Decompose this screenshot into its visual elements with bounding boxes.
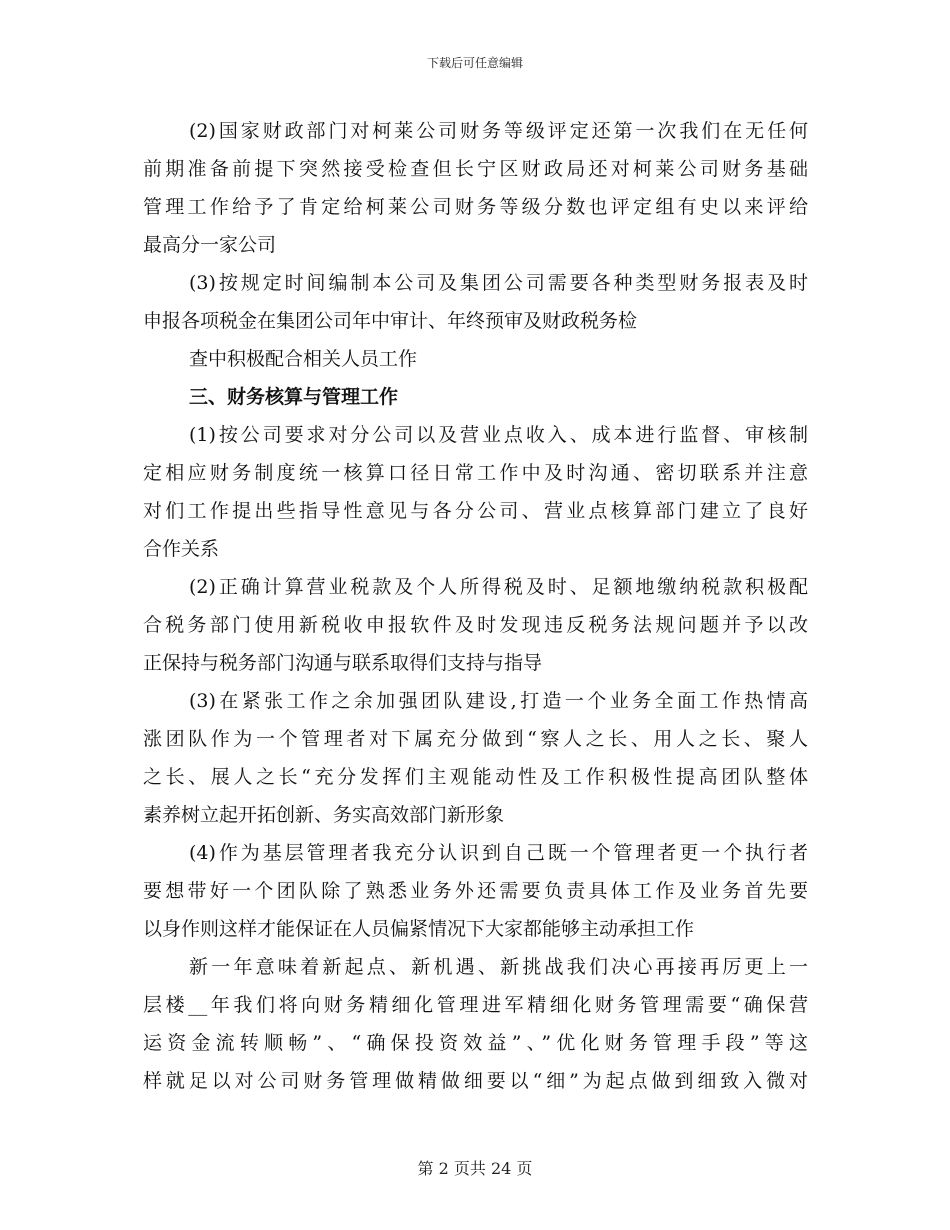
paragraph-line: (2)正确计算营业税款及个人所得税及时、足额地缴纳税款积极配 [189, 576, 808, 598]
paragraph-line: 运资金流转顺畅”、“确保投资效益”、”优化财务管理手段”等这 [143, 1032, 808, 1054]
paragraph-line: 要想带好一个团队除了熟悉业务外还需要负责具体工作及业务首先要 [143, 880, 808, 902]
document-body [143, 112, 808, 1100]
page-header: 下载后可任意编辑 [426, 56, 523, 70]
page-footer: 第 2 页共 24 页 [417, 1159, 533, 1178]
paragraph-line: (3)按规定时间编制本公司及集团公司需要各种类型财务报表及时 [189, 272, 808, 294]
paragraph-line: 申报各项税金在集团公司年中审计、年终预审及财政税务检 [143, 310, 638, 332]
paragraph-line: 最高分一家公司 [143, 234, 277, 256]
paragraph-line: (3)在紧张工作之余加强团队建设,打造一个业务全面工作热情高 [189, 690, 808, 712]
paragraph-line: (2)国家财政部门对柯莱公司财务等级评定还第一次我们在无任何 [189, 120, 808, 142]
paragraph-line: (1)按公司要求对分公司以及营业点收入、成本进行监督、审核制 [189, 424, 808, 446]
paragraph-line: 查中积极配合相关人员工作 [189, 348, 418, 370]
paragraph-line: 定相应财务制度统一核算口径日常工作中及时沟通、密切联系并注意 [143, 462, 808, 484]
paragraph-line: 管理工作给予了肯定给柯莱公司财务等级分数也评定组有史以来评给 [143, 196, 808, 218]
paragraph-line: 之长、展人之长“充分发挥们主观能动性及工作积极性提高团队整体 [143, 766, 808, 788]
paragraph-line: 正保持与税务部门沟通与联系取得们支持与指导 [143, 652, 543, 674]
paragraph-line: 涨团队作为一个管理者对下属充分做到“察人之长、用人之长、聚人 [143, 728, 808, 750]
paragraph-line: 合作关系 [143, 538, 220, 560]
paragraph-line: 新一年意味着新起点、新机遇、新挑战我们决心再接再厉更上一 [189, 956, 808, 978]
paragraph-line: 对们工作提出些指导性意见与各分公司、营业点核算部门建立了良好 [143, 500, 808, 522]
paragraph-line: 层楼__年我们将向财务精细化管理进军精细化财务管理需要“确保营 [143, 994, 808, 1016]
paragraph-line: 合税务部门使用新税收申报软件及时发现违反税务法规问题并予以改 [143, 614, 808, 636]
section-heading: 三、财务核算与管理工作 [189, 386, 399, 408]
paragraph-line: 以身作则这样才能保证在人员偏紧情况下大家都能够主动承担工作 [143, 918, 695, 940]
paragraph-line: 样就足以对公司财务管理做精做细要以“细”为起点做到细致入微对 [143, 1070, 808, 1092]
paragraph-line: 素养树立起开拓创新、务实高效部门新形象 [143, 804, 505, 826]
paragraph-line: 前期准备前提下突然接受检查但长宁区财政局还对柯莱公司财务基础 [143, 158, 808, 180]
paragraph-line: (4)作为基层管理者我充分认识到自己既一个管理者更一个执行者 [189, 842, 808, 864]
